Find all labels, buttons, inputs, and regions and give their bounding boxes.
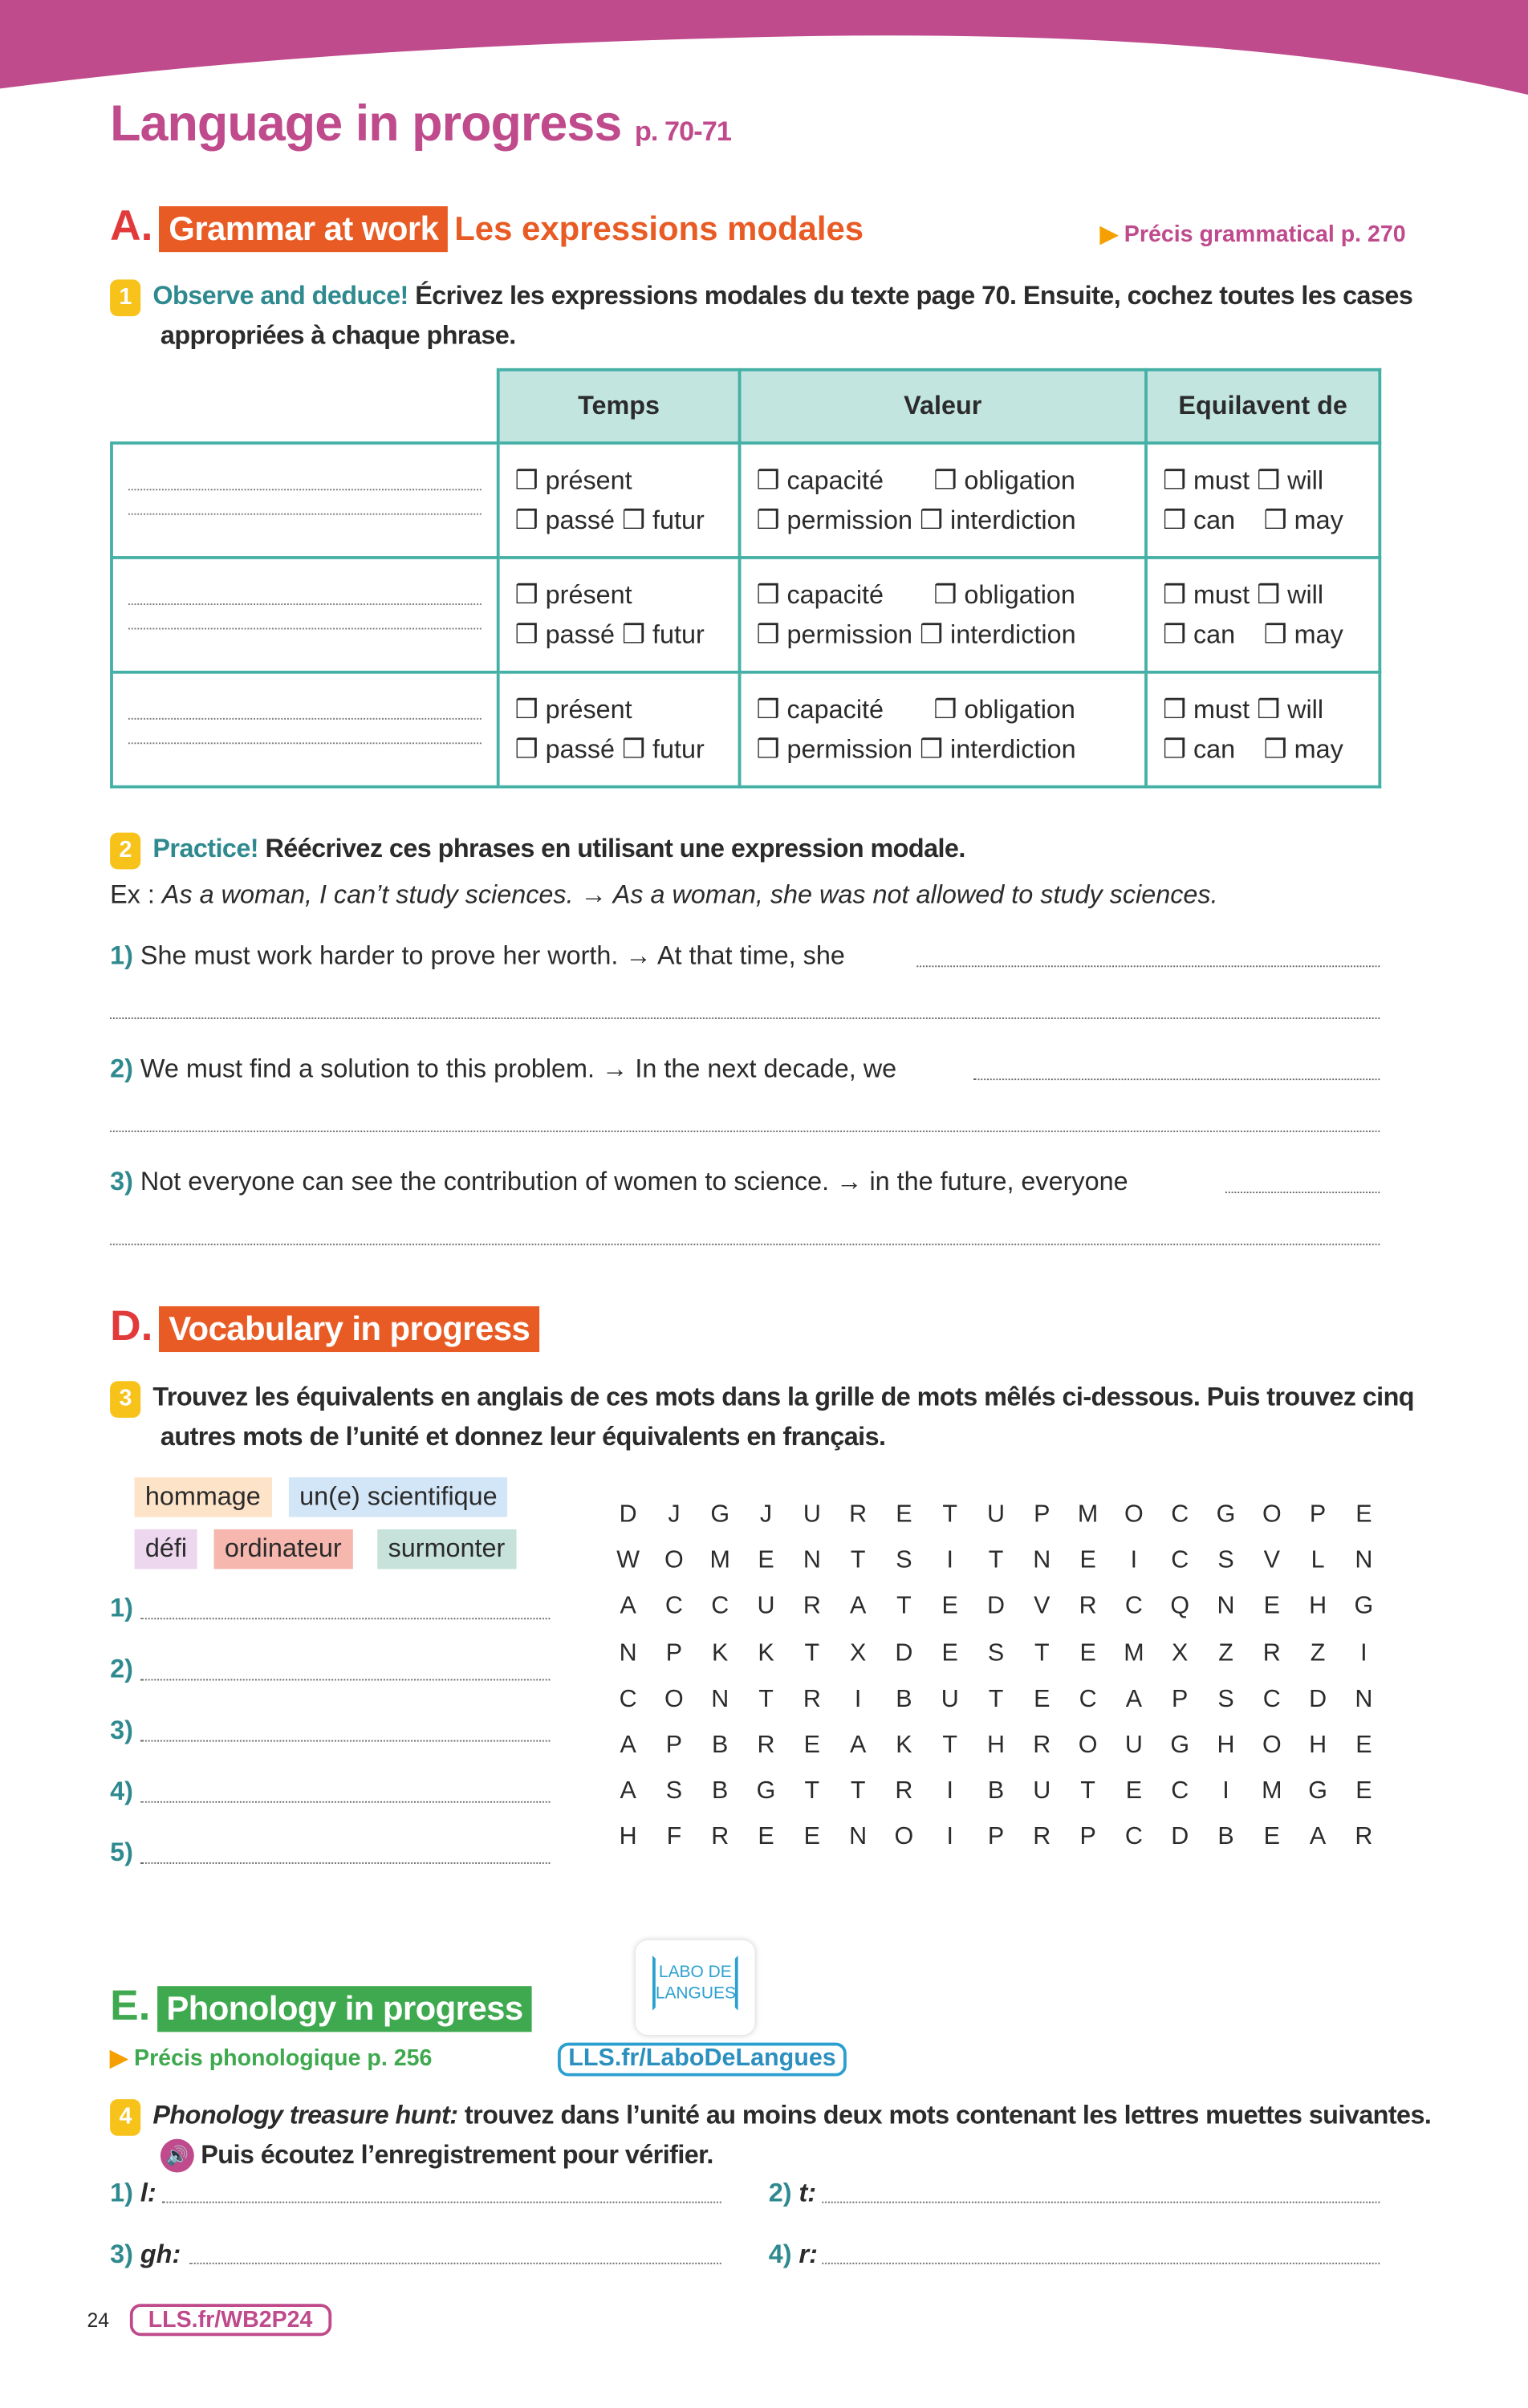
grid-row [605, 1640, 1387, 1686]
grid-letter[interactable]: I [854, 1686, 862, 1712]
answer-line[interactable] [140, 1801, 550, 1803]
grid-letter[interactable]: M [1124, 1640, 1144, 1667]
exercise-1-instruction: 1 Observe and deduce! Écrivez les expressions modales du texte page 70. Ensuite, cochez toutes les cases appropriées à chaque phrase. [110, 277, 1437, 354]
grid-letter[interactable]: T [942, 1732, 958, 1759]
grid-letter[interactable]: T [988, 1686, 1004, 1712]
answer-line[interactable] [110, 1131, 1380, 1132]
answer-line[interactable] [140, 1740, 550, 1742]
grid-letter[interactable]: A [620, 1778, 636, 1805]
page-number: 24 [87, 2308, 110, 2332]
answer-line[interactable] [140, 1618, 550, 1619]
grid-letter[interactable]: G [710, 1501, 730, 1528]
grid-letter[interactable]: S [1217, 1548, 1234, 1574]
grid-letter[interactable]: N [619, 1640, 637, 1667]
grid-letter[interactable]: Q [1170, 1594, 1190, 1620]
grid-letter[interactable]: G [1308, 1778, 1327, 1805]
grid-letter[interactable]: P [1079, 1824, 1096, 1851]
answer-line[interactable] [140, 1679, 550, 1680]
grid-letter[interactable]: A [1309, 1824, 1327, 1851]
answer-cell[interactable] [112, 443, 498, 558]
grid-letter[interactable]: K [712, 1640, 729, 1667]
grid-letter[interactable]: R [803, 1594, 821, 1620]
grid-letter[interactable]: K [896, 1732, 912, 1759]
grid-letter[interactable]: N [1355, 1548, 1373, 1574]
phonology-item-2: 2) t: [768, 2179, 817, 2208]
grid-letter[interactable]: E [1263, 1824, 1280, 1851]
grid-letter[interactable]: M [1077, 1501, 1099, 1528]
grid-letter[interactable]: E [1125, 1778, 1143, 1805]
section-e-heading: E. Phonology in progress [110, 1981, 532, 2032]
grid-letter[interactable]: O [894, 1824, 914, 1851]
grid-letter[interactable]: R [711, 1824, 729, 1851]
sentence-3: 3) Not everyone can see the contribution of women to science. → in the future, everyone [110, 1167, 1128, 1196]
footer-link[interactable]: LLS.fr/WB2P24 [130, 2304, 331, 2336]
temps-checkboxes[interactable]: ❒ présent ❒ passé ❒ futur [498, 672, 740, 787]
answer-line[interactable] [140, 1862, 550, 1864]
grid-letter[interactable]: E [1079, 1640, 1096, 1667]
grid-letter[interactable]: B [896, 1686, 912, 1712]
grid-letter[interactable]: B [712, 1732, 729, 1759]
valeur-checkboxes[interactable]: ❒ capacité ❒ obligation ❒ permission ❒ interdiction [740, 443, 1146, 558]
grid-letter[interactable]: R [1262, 1640, 1281, 1667]
word-chip: un(e) scientifique [289, 1477, 508, 1517]
sentence-2: 2) We must find a solution to this problem. → In the next decade, we [110, 1054, 897, 1083]
grid-letter[interactable]: P [665, 1732, 683, 1759]
grammar-reference-link[interactable]: ▶ Précis grammatical p. 270 [1099, 221, 1406, 248]
grid-letter[interactable]: I [1360, 1640, 1367, 1667]
header-valeur: Valeur [740, 370, 1146, 443]
grid-letter[interactable]: N [711, 1686, 729, 1712]
grid-letter[interactable]: T [758, 1686, 774, 1712]
vocab-answer-number: 4) [110, 1777, 133, 1806]
answer-cell[interactable] [112, 558, 498, 672]
grid-letter[interactable]: H [619, 1824, 637, 1851]
grid-letter[interactable]: I [946, 1778, 953, 1805]
grid-letter[interactable]: N [849, 1824, 868, 1851]
phonology-item-1: 1) l: [110, 2179, 156, 2208]
grid-letter[interactable]: D [1171, 1824, 1189, 1851]
grid-letter[interactable]: C [711, 1594, 729, 1620]
grid-letter[interactable]: C [1171, 1501, 1189, 1528]
grid-letter[interactable]: G [1216, 1501, 1236, 1528]
grid-letter[interactable]: U [1124, 1732, 1143, 1759]
grid-letter[interactable]: T [1080, 1778, 1095, 1805]
grid-letter[interactable]: I [946, 1824, 953, 1851]
grid-letter[interactable]: T [1034, 1640, 1050, 1667]
grid-letter[interactable]: I [946, 1548, 953, 1574]
grid-letter[interactable]: P [1034, 1501, 1050, 1528]
equivalent-checkboxes[interactable]: ❒ must ❒ will ❒ can ❒ may [1146, 443, 1380, 558]
grid-letter[interactable]: H [1309, 1732, 1327, 1759]
word-search-grid [605, 1502, 1387, 1871]
equivalent-checkboxes[interactable]: ❒ must ❒ will ❒ can ❒ may [1146, 672, 1380, 787]
word-chip: ordinateur [214, 1529, 352, 1569]
grid-letter[interactable]: E [758, 1548, 774, 1574]
grid-letter[interactable]: T [942, 1501, 958, 1528]
answer-line[interactable] [110, 1017, 1380, 1019]
grid-letter[interactable]: Z [1310, 1640, 1326, 1667]
exercise-4-instruction: 4 Phonology treasure hunt: trouvez dans l’unité au moins deux mots contenant les lettres muettes suivantes. 🔊 Puis écoutez l’enregistrement pour vérifier. [110, 2096, 1437, 2173]
grid-row [605, 1687, 1387, 1732]
grid-letter[interactable]: L [1311, 1548, 1325, 1574]
grid-letter[interactable]: K [758, 1640, 774, 1667]
grid-letter[interactable]: A [620, 1732, 636, 1759]
grid-letter[interactable]: G [1354, 1594, 1374, 1620]
sentence-1: 1) She must work harder to prove her worth. → At that time, she [110, 940, 845, 971]
grid-letter[interactable]: E [941, 1640, 958, 1667]
grid-letter[interactable]: C [664, 1594, 683, 1620]
grid-row [605, 1778, 1387, 1824]
vocab-answer-number: 2) [110, 1655, 133, 1684]
grid-letter[interactable]: O [1262, 1732, 1282, 1759]
grid-letter[interactable]: G [756, 1778, 776, 1805]
grid-letter[interactable]: O [1262, 1501, 1282, 1528]
grid-letter[interactable]: E [1355, 1732, 1372, 1759]
header-equivalent: Equilavent de [1146, 370, 1380, 443]
grid-letter[interactable]: E [941, 1594, 958, 1620]
grid-letter[interactable]: E [1263, 1594, 1280, 1620]
example-sentence: Ex : As a woman, I can’t study sciences. → As a woman, she was not allowed to study sciences. [110, 879, 1218, 909]
table-row [112, 558, 1380, 672]
grid-letter[interactable]: R [1079, 1594, 1097, 1620]
grid-row [605, 1825, 1387, 1870]
word-chip: hommage [135, 1477, 272, 1517]
audio-icon[interactable]: 🔊 [161, 2139, 194, 2173]
triangle-right-icon: ▶ [110, 2045, 128, 2072]
grid-letter[interactable]: A [620, 1594, 636, 1620]
grid-letter[interactable]: U [987, 1501, 1006, 1528]
grid-letter[interactable]: O [664, 1548, 684, 1574]
answer-line[interactable] [110, 1244, 1380, 1245]
grid-letter[interactable]: E [758, 1824, 774, 1851]
grid-letter[interactable]: E [1079, 1548, 1096, 1574]
grid-letter[interactable]: P [665, 1640, 683, 1667]
section-d-heading: D. Vocabulary in progress [110, 1301, 539, 1352]
grid-letter[interactable]: U [757, 1594, 775, 1620]
grid-row [605, 1594, 1387, 1640]
grid-letter[interactable]: Z [1218, 1640, 1233, 1667]
grid-letter[interactable]: D [619, 1501, 637, 1528]
vocab-answer-number: 3) [110, 1716, 133, 1745]
grid-letter[interactable]: S [896, 1548, 912, 1574]
grid-letter[interactable]: N [1217, 1594, 1235, 1620]
grid-letter[interactable]: C [1171, 1548, 1189, 1574]
page-title: Language in progress p. 70-71 [110, 95, 731, 152]
grid-letter[interactable]: C [1262, 1686, 1281, 1712]
grid-letter[interactable]: T [896, 1594, 912, 1620]
grid-letter[interactable]: P [1172, 1686, 1189, 1712]
grid-letter[interactable]: A [1125, 1686, 1143, 1712]
grid-letter[interactable]: V [1263, 1548, 1280, 1574]
valeur-checkboxes[interactable]: ❒ capacité ❒ obligation ❒ permission ❒ interdiction [740, 672, 1146, 787]
grid-letter[interactable]: R [757, 1732, 775, 1759]
grid-letter[interactable]: A [849, 1594, 867, 1620]
grid-letter[interactable]: U [941, 1686, 959, 1712]
labo-link[interactable]: LLS.fr/LaboDeLangues [558, 2043, 847, 2077]
grid-letter[interactable]: E [896, 1501, 912, 1528]
answer-line[interactable] [822, 2263, 1380, 2264]
grid-letter[interactable]: R [803, 1686, 821, 1712]
phonology-item-3: 3) gh: [110, 2239, 181, 2269]
answer-line[interactable] [189, 2263, 721, 2264]
grid-row [605, 1732, 1387, 1778]
grid-letter[interactable]: I [1130, 1548, 1138, 1574]
header-temps: Temps [498, 370, 740, 443]
grid-letter[interactable]: T [804, 1778, 820, 1805]
equivalent-checkboxes[interactable]: ❒ must ❒ will ❒ can ❒ may [1146, 558, 1380, 672]
phonology-item-4: 4) r: [768, 2239, 818, 2269]
answer-line[interactable] [162, 2202, 721, 2203]
labo-de-langues-logo[interactable]: LABO DE LANGUES [636, 1940, 755, 2035]
grid-letter[interactable]: R [1355, 1824, 1373, 1851]
grid-letter[interactable]: R [1033, 1824, 1051, 1851]
grid-letter[interactable]: C [619, 1686, 637, 1712]
vocab-answer-number: 5) [110, 1837, 133, 1867]
grid-letter[interactable]: F [666, 1824, 682, 1851]
grid-letter[interactable]: H [987, 1732, 1006, 1759]
table-row [112, 443, 1380, 558]
grid-letter[interactable]: J [759, 1501, 773, 1528]
grid-letter[interactable]: E [1034, 1686, 1050, 1712]
grid-letter[interactable]: P [987, 1824, 1005, 1851]
grid-letter[interactable]: R [1033, 1732, 1051, 1759]
grid-letter[interactable]: E [803, 1732, 820, 1759]
grid-letter[interactable]: T [850, 1778, 866, 1805]
valeur-checkboxes[interactable]: ❒ capacité ❒ obligation ❒ permission ❒ interdiction [740, 558, 1146, 672]
grid-letter[interactable]: O [1078, 1732, 1098, 1759]
temps-checkboxes[interactable]: ❒ présent ❒ passé ❒ futur [498, 558, 740, 672]
grid-letter[interactable]: S [1217, 1686, 1234, 1712]
grid-letter[interactable]: W [616, 1548, 640, 1574]
temps-checkboxes[interactable]: ❒ présent ❒ passé ❒ futur [498, 443, 740, 558]
grid-letter[interactable]: B [1217, 1824, 1234, 1851]
answer-line[interactable] [916, 965, 1380, 967]
grid-letter[interactable]: N [803, 1548, 821, 1574]
grid-letter[interactable]: C [1171, 1778, 1189, 1805]
grid-letter[interactable]: E [1355, 1501, 1372, 1528]
table-row [112, 672, 1380, 787]
grid-letter[interactable]: C [1124, 1594, 1143, 1620]
grid-letter[interactable]: D [1309, 1686, 1327, 1712]
grid-letter[interactable]: H [1217, 1732, 1235, 1759]
triangle-right-icon: ▶ [1099, 221, 1118, 248]
grid-letter[interactable]: X [849, 1640, 867, 1667]
grid-letter[interactable]: T [988, 1548, 1004, 1574]
exercise-3-instruction: 3 Trouvez les équivalents en anglais de ces mots dans la grille de mots mêlés ci-dessous. Puis trouvez cinq autres mots de l’unité et donnez leur équivalents en français. [110, 1378, 1437, 1455]
word-chip: défi [135, 1529, 198, 1569]
grid-letter[interactable]: R [895, 1778, 913, 1805]
grid-letter[interactable]: O [664, 1686, 684, 1712]
grid-letter[interactable]: G [1170, 1732, 1190, 1759]
grid-letter[interactable]: D [895, 1640, 913, 1667]
exercise-2-instruction: 2 Practice! Réécrivez ces phrases en utilisant une expression modale. [110, 830, 965, 869]
grid-letter[interactable]: H [1309, 1594, 1327, 1620]
grid-letter[interactable]: M [709, 1548, 730, 1574]
grid-letter[interactable]: O [1124, 1501, 1144, 1528]
grid-letter[interactable]: D [987, 1594, 1006, 1620]
grid-letter[interactable]: N [1355, 1686, 1373, 1712]
answer-line[interactable] [822, 2202, 1380, 2203]
grid-letter[interactable]: I [1222, 1778, 1229, 1805]
phonology-reference-link[interactable]: ▶ Précis phonologique p. 256 [110, 2045, 433, 2072]
grid-row [605, 1502, 1387, 1548]
grid-letter[interactable]: T [850, 1548, 866, 1574]
modal-table [110, 368, 1381, 789]
grid-letter[interactable]: X [1172, 1640, 1189, 1667]
grid-letter[interactable]: B [987, 1778, 1005, 1805]
header-band [0, 0, 1528, 107]
grid-letter[interactable]: B [712, 1778, 729, 1805]
answer-cell[interactable] [112, 672, 498, 787]
grid-letter[interactable]: C [1124, 1824, 1143, 1851]
grid-letter[interactable]: R [849, 1501, 868, 1528]
grid-letter[interactable]: T [804, 1640, 820, 1667]
grid-letter[interactable]: A [849, 1732, 867, 1759]
grid-letter[interactable]: J [668, 1501, 681, 1528]
answer-line[interactable] [1225, 1192, 1380, 1193]
grid-letter[interactable]: P [1309, 1501, 1327, 1528]
vocab-answer-number: 1) [110, 1593, 133, 1623]
section-a-heading: A. Grammar at work Les expressions modales [110, 201, 864, 252]
grid-letter[interactable]: S [665, 1778, 683, 1805]
grid-row [605, 1548, 1387, 1594]
word-chip: surmonter [377, 1529, 515, 1569]
grid-letter[interactable]: E [803, 1824, 820, 1851]
grid-letter[interactable]: N [1033, 1548, 1051, 1574]
grid-letter[interactable]: M [1262, 1778, 1282, 1805]
grid-letter[interactable]: U [803, 1501, 821, 1528]
grid-letter[interactable]: C [1079, 1686, 1097, 1712]
grid-letter[interactable]: E [1355, 1778, 1372, 1805]
grid-letter[interactable]: U [1033, 1778, 1051, 1805]
grid-letter[interactable]: V [1034, 1594, 1050, 1620]
answer-line[interactable] [973, 1078, 1380, 1080]
grid-letter[interactable]: S [987, 1640, 1005, 1667]
